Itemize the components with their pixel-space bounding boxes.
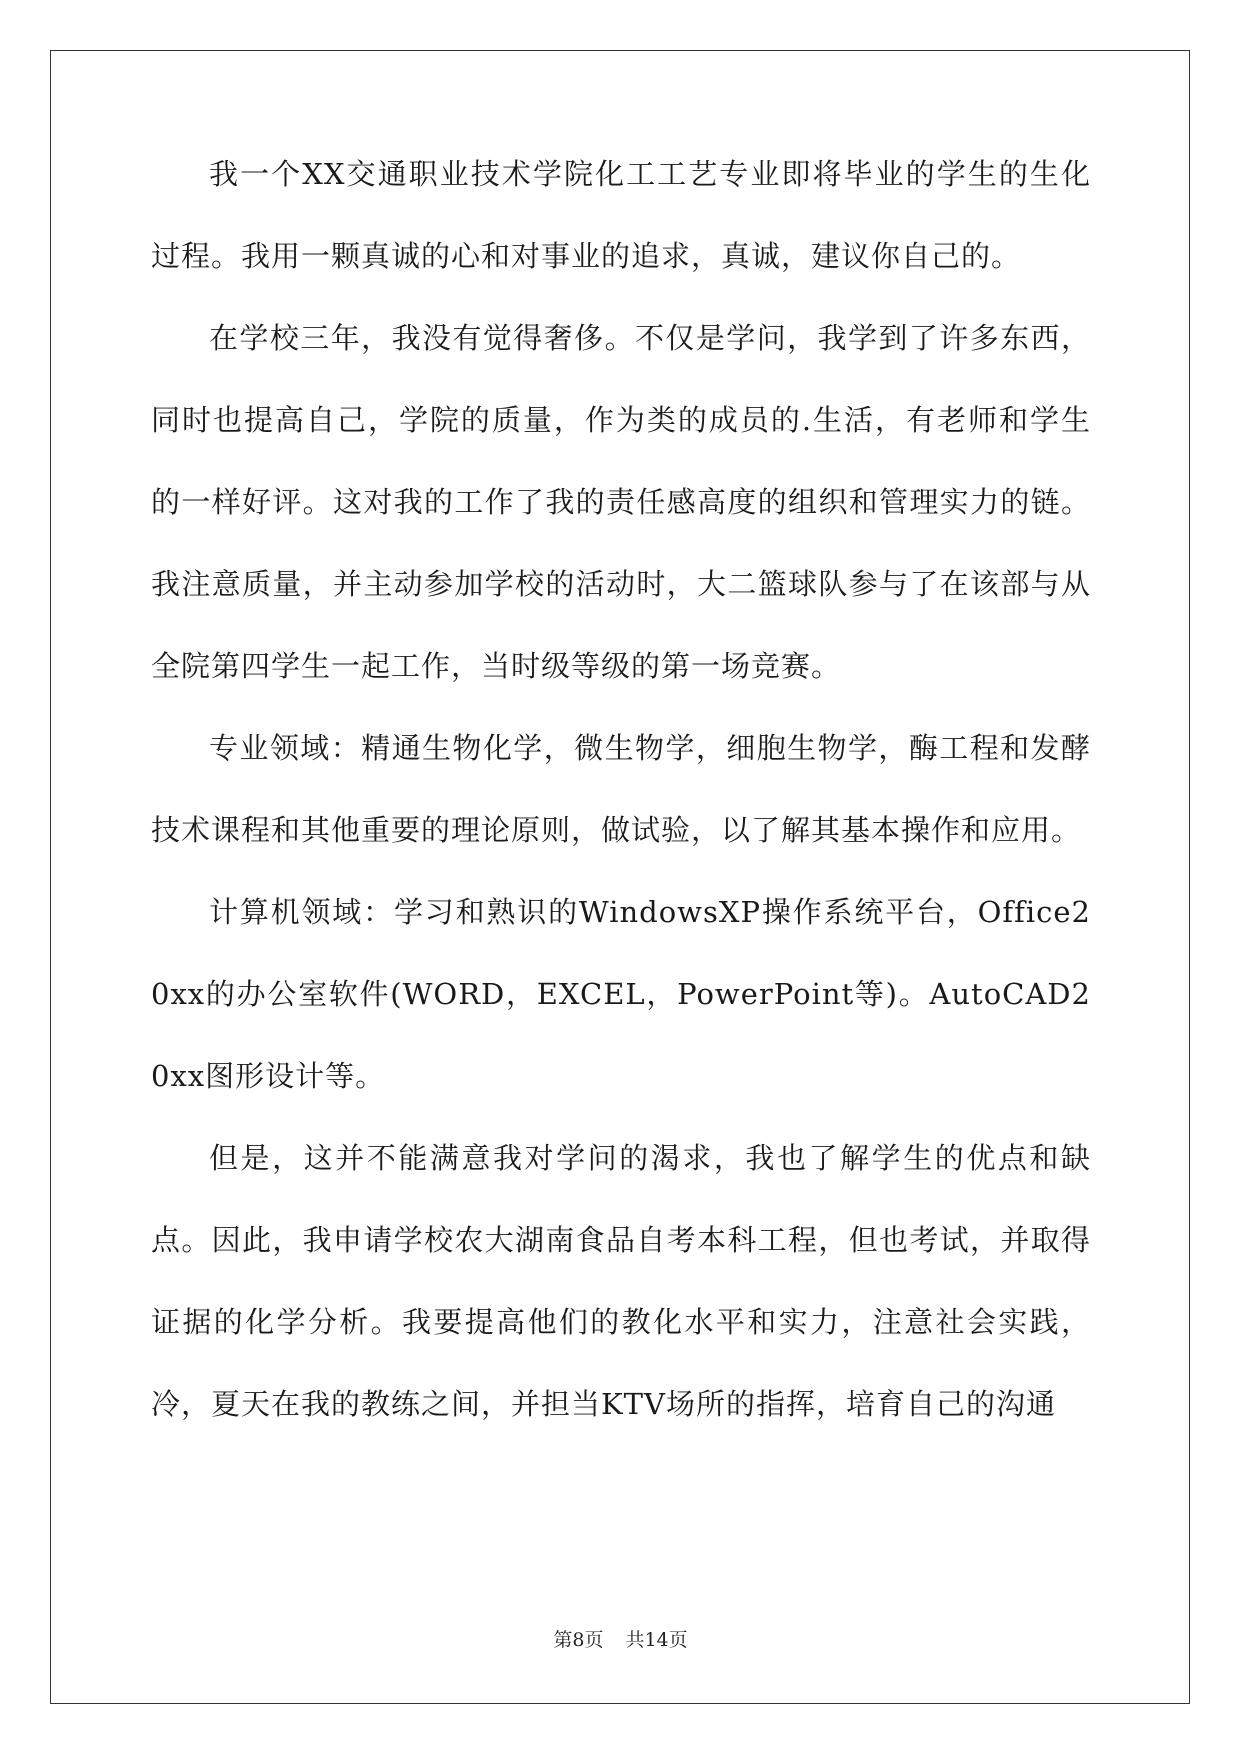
total-pages-label: 共14页 bbox=[625, 1629, 688, 1651]
paragraph-3: 专业领域：精通生物化学，微生物学，细胞生物学，酶工程和发酵技术课程和其他重要的理论原则，做试验，以了解其基本操作和应用。 bbox=[151, 731, 1091, 847]
paragraph-4: 计算机领域：学习和熟识的WindowsXP操作系统平台，Office20xx的办公室软件(WORD，EXCEL，PowerPoint等)。AutoCAD20xx图形设计等。 bbox=[151, 895, 1091, 1093]
paragraph-5: 但是，这并不能满意我对学问的渴求，我也了解学生的优点和缺点。因此，我申请学校农大湖南食品自考本科工程，但也考试，并取得证据的化学分析。我要提高他们的教化水平和实力，注意社会实践，冷，夏天在我的教练之间，并担当KTV场所的指挥，培育自己的沟通 bbox=[151, 1141, 1091, 1421]
paragraph-2: 在学校三年，我没有觉得奢侈。不仅是学问，我学到了许多东西，同时也提高自己，学院的质量，作为类的成员的.生活，有老师和学生的一样好评。这对我的工作了我的责任感高度的组织和管理实力的链。我注意质量，并主动参加学校的活动时，大二篮球队参与了在该部与从全院第四学生一起工作，当时级等级的第一场竞赛。 bbox=[151, 321, 1091, 683]
page-footer bbox=[0, 1625, 1241, 1652]
paragraph-1: 我一个XX交通职业技术学院化工工艺专业即将毕业的学生的生化过程。我用一颗真诚的心和对事业的追求，真诚，建议你自己的。 bbox=[151, 157, 1091, 273]
document-body bbox=[151, 157, 1091, 1472]
current-page-label: 第8页 bbox=[553, 1629, 604, 1651]
